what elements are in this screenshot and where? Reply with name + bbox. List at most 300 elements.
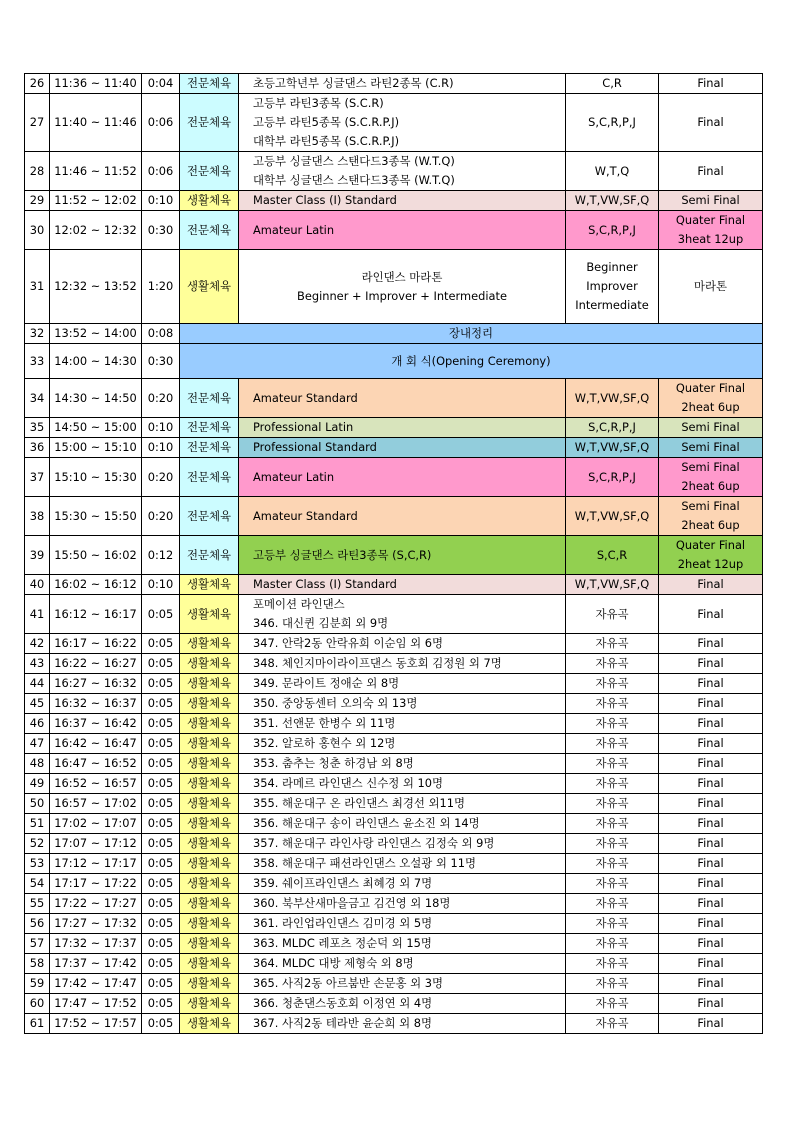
round-line: Final <box>697 676 724 690</box>
dance-line: S,C,R,P,J <box>588 222 636 237</box>
schedule-row <box>25 418 763 438</box>
event-description <box>239 954 566 974</box>
event-line: 고등부 라틴3종목 (S.C.R) <box>253 96 384 110</box>
schedule-table <box>24 73 763 1034</box>
time-range: 17:17 ~ 17:22 <box>50 874 142 894</box>
round-line: Final <box>697 696 724 710</box>
event-description <box>239 379 566 418</box>
schedule-row <box>25 74 763 94</box>
dance-line: 자유곡 <box>595 656 629 670</box>
round-info <box>659 914 763 934</box>
dance-list <box>566 814 659 834</box>
round-line: 2heat 12up <box>677 557 744 571</box>
round-line: Quater Final <box>675 213 746 227</box>
round-info <box>659 654 763 674</box>
round-line: Final <box>697 996 724 1010</box>
round-info <box>659 734 763 754</box>
row-number: 30 <box>25 211 50 250</box>
event-description <box>239 1014 566 1034</box>
schedule-row <box>25 634 763 654</box>
row-number: 45 <box>25 694 50 714</box>
duration: 0:05 <box>142 814 180 834</box>
event-line: 365. 사직2동 아르붐반 손문홍 외 3명 <box>253 976 444 990</box>
category-badge: 생활체육 <box>180 575 239 595</box>
time-range: 13:52 ~ 14:00 <box>50 324 142 344</box>
time-range: 16:57 ~ 17:02 <box>50 794 142 814</box>
schedule-body <box>25 74 763 1034</box>
duration: 0:10 <box>142 438 180 458</box>
time-range: 14:30 ~ 14:50 <box>50 379 142 418</box>
schedule-row <box>25 974 763 994</box>
round-info <box>659 754 763 774</box>
event-line: 350. 중앙동센터 오의숙 외 13명 <box>253 696 418 710</box>
dance-line: 자유곡 <box>595 696 629 710</box>
round-info <box>659 379 763 418</box>
event-description <box>239 94 566 152</box>
dance-list <box>566 774 659 794</box>
category-badge: 생활체육 <box>180 974 239 994</box>
round-info <box>659 814 763 834</box>
dance-list <box>566 458 659 497</box>
dance-list <box>566 854 659 874</box>
dance-line: 자유곡 <box>595 1016 629 1030</box>
duration: 0:08 <box>142 324 180 344</box>
round-line: Semi Final <box>681 460 740 474</box>
schedule-row <box>25 934 763 954</box>
category-badge: 생활체육 <box>180 734 239 754</box>
dance-line: 자유곡 <box>595 976 629 990</box>
dance-list <box>566 754 659 774</box>
row-number: 27 <box>25 94 50 152</box>
dance-list <box>566 74 659 94</box>
round-info <box>659 974 763 994</box>
dance-line: 자유곡 <box>595 756 629 770</box>
row-number: 26 <box>25 74 50 94</box>
round-line: 2heat 6up <box>681 518 740 532</box>
row-number: 31 <box>25 250 50 324</box>
time-range: 16:12 ~ 16:17 <box>50 595 142 634</box>
event-description <box>239 211 566 250</box>
row-number: 51 <box>25 814 50 834</box>
category-badge: 전문체육 <box>180 497 239 536</box>
event-description <box>239 674 566 694</box>
dance-list <box>566 418 659 438</box>
round-line: Final <box>697 756 724 770</box>
event-line: 363. MLDC 레포츠 정순덕 외 15명 <box>253 936 432 950</box>
time-range: 12:02 ~ 12:32 <box>50 211 142 250</box>
event-description <box>239 734 566 754</box>
event-description <box>239 874 566 894</box>
duration: 0:10 <box>142 418 180 438</box>
duration: 0:05 <box>142 734 180 754</box>
event-description <box>239 191 566 211</box>
row-number: 39 <box>25 536 50 575</box>
row-number: 38 <box>25 497 50 536</box>
event-description <box>239 754 566 774</box>
row-number: 41 <box>25 595 50 634</box>
round-line: Final <box>697 796 724 810</box>
row-number: 32 <box>25 324 50 344</box>
round-info <box>659 694 763 714</box>
dance-line: 자유곡 <box>595 876 629 890</box>
row-number: 34 <box>25 379 50 418</box>
dance-list <box>566 954 659 974</box>
duration: 0:10 <box>142 191 180 211</box>
category-badge: 생활체육 <box>180 1014 239 1034</box>
schedule-row <box>25 894 763 914</box>
dance-line: 자유곡 <box>595 636 629 650</box>
event-line: Amateur Latin <box>253 469 335 484</box>
row-number: 55 <box>25 894 50 914</box>
duration: 0:20 <box>142 458 180 497</box>
time-range: 15:30 ~ 15:50 <box>50 497 142 536</box>
duration: 0:10 <box>142 575 180 595</box>
section-banner: 개 회 식(Opening Ceremony) <box>180 344 763 379</box>
event-line: 357. 해운대구 라인사랑 라인댄스 김정숙 외 9명 <box>253 836 495 850</box>
row-number: 28 <box>25 152 50 191</box>
round-line: Final <box>697 876 724 890</box>
category-badge: 생활체육 <box>180 794 239 814</box>
time-range: 17:47 ~ 17:52 <box>50 994 142 1014</box>
dance-list <box>566 734 659 754</box>
dance-list <box>566 874 659 894</box>
dance-line: 자유곡 <box>595 856 629 870</box>
category-badge: 생활체육 <box>180 774 239 794</box>
round-line: Final <box>697 856 724 870</box>
event-description <box>239 595 566 634</box>
duration: 0:05 <box>142 714 180 734</box>
event-line: Beginner + Improver + Intermediate <box>297 288 507 303</box>
event-description <box>239 914 566 934</box>
schedule-row <box>25 94 763 152</box>
round-line: 2heat 6up <box>681 479 740 493</box>
time-range: 11:40 ~ 11:46 <box>50 94 142 152</box>
time-range: 14:50 ~ 15:00 <box>50 418 142 438</box>
duration: 0:05 <box>142 774 180 794</box>
schedule-row <box>25 536 763 575</box>
time-range: 17:12 ~ 17:17 <box>50 854 142 874</box>
schedule-row <box>25 595 763 634</box>
schedule-row <box>25 458 763 497</box>
category-badge: 생활체육 <box>180 814 239 834</box>
time-range: 17:02 ~ 17:07 <box>50 814 142 834</box>
dance-line: Improver <box>586 279 638 293</box>
event-description <box>239 575 566 595</box>
schedule-row <box>25 954 763 974</box>
section-banner: 장내정리 <box>180 324 763 344</box>
round-line: Quater Final <box>675 381 746 395</box>
dance-line: 자유곡 <box>595 736 629 750</box>
category-badge: 생활체육 <box>180 754 239 774</box>
time-range: 11:36 ~ 11:40 <box>50 74 142 94</box>
category-badge: 생활체육 <box>180 914 239 934</box>
row-number: 35 <box>25 418 50 438</box>
category-badge: 생활체육 <box>180 874 239 894</box>
category-badge: 생활체육 <box>180 834 239 854</box>
category-badge: 생활체육 <box>180 250 239 324</box>
round-line: Final <box>697 836 724 850</box>
dance-list <box>566 694 659 714</box>
event-description <box>239 794 566 814</box>
dance-list <box>566 654 659 674</box>
schedule-row <box>25 774 763 794</box>
schedule-row <box>25 379 763 418</box>
round-info <box>659 250 763 324</box>
dance-list <box>566 1014 659 1034</box>
duration: 0:05 <box>142 1014 180 1034</box>
category-badge: 전문체육 <box>180 74 239 94</box>
round-info <box>659 536 763 575</box>
category-badge: 생활체육 <box>180 894 239 914</box>
row-number: 49 <box>25 774 50 794</box>
round-line: Final <box>697 577 724 591</box>
schedule-row <box>25 834 763 854</box>
row-number: 57 <box>25 934 50 954</box>
round-info <box>659 94 763 152</box>
time-range: 14:00 ~ 14:30 <box>50 344 142 379</box>
schedule-row <box>25 344 763 379</box>
time-range: 17:32 ~ 17:37 <box>50 934 142 954</box>
round-info <box>659 595 763 634</box>
duration: 0:20 <box>142 497 180 536</box>
round-line: 2heat 6up <box>681 400 740 414</box>
dance-list <box>566 634 659 654</box>
round-line: Final <box>697 936 724 950</box>
duration: 0:05 <box>142 894 180 914</box>
schedule-row <box>25 654 763 674</box>
round-line: Final <box>697 776 724 790</box>
row-number: 52 <box>25 834 50 854</box>
time-range: 11:52 ~ 12:02 <box>50 191 142 211</box>
event-line: 367. 사직2동 테라반 윤순희 외 8명 <box>253 1016 432 1030</box>
event-line: Professional Latin <box>253 420 354 434</box>
dance-line: 자유곡 <box>595 916 629 930</box>
dance-list <box>566 191 659 211</box>
event-description <box>239 894 566 914</box>
row-number: 37 <box>25 458 50 497</box>
round-info <box>659 674 763 694</box>
event-description <box>239 250 566 324</box>
time-range: 16:42 ~ 16:47 <box>50 734 142 754</box>
row-number: 50 <box>25 794 50 814</box>
time-range: 15:00 ~ 15:10 <box>50 438 142 458</box>
event-line: 364. MLDC 대방 제형숙 외 8명 <box>253 956 414 970</box>
event-description <box>239 654 566 674</box>
schedule-row <box>25 1014 763 1034</box>
round-line: Final <box>697 163 724 178</box>
event-line: 고등부 싱글댄스 스탠다드3종목 (W.T.Q) <box>253 154 455 168</box>
event-description <box>239 152 566 191</box>
event-description <box>239 438 566 458</box>
round-info <box>659 874 763 894</box>
dance-line: 자유곡 <box>595 606 629 621</box>
round-line: Final <box>697 636 724 650</box>
schedule-row <box>25 734 763 754</box>
time-range: 16:37 ~ 16:42 <box>50 714 142 734</box>
event-description <box>239 994 566 1014</box>
category-badge: 생활체육 <box>180 854 239 874</box>
duration: 0:04 <box>142 74 180 94</box>
dance-list <box>566 974 659 994</box>
row-number: 44 <box>25 674 50 694</box>
time-range: 16:32 ~ 16:37 <box>50 694 142 714</box>
event-line: 고등부 싱글댄스 라틴3종목 (S,C,R) <box>253 547 432 562</box>
round-line: Final <box>697 656 724 670</box>
round-info <box>659 854 763 874</box>
category-badge: 생활체육 <box>180 934 239 954</box>
event-line: Professional Standard <box>253 440 377 454</box>
row-number: 47 <box>25 734 50 754</box>
event-line: 356. 해운대구 송이 라인댄스 윤소진 외 14명 <box>253 816 480 830</box>
row-number: 60 <box>25 994 50 1014</box>
round-info <box>659 954 763 974</box>
event-line: 포메이션 라인댄스 <box>253 597 345 611</box>
round-info <box>659 211 763 250</box>
dance-list <box>566 934 659 954</box>
category-badge: 전문체육 <box>180 94 239 152</box>
dance-line: S,C,R,P,J <box>588 115 636 129</box>
schedule-row <box>25 994 763 1014</box>
dance-list <box>566 211 659 250</box>
event-line: 대학부 라틴5종목 (S.C.R.P.J) <box>253 134 400 148</box>
category-badge: 전문체육 <box>180 152 239 191</box>
dance-line: S,C,R,P,J <box>588 420 636 434</box>
time-range: 15:10 ~ 15:30 <box>50 458 142 497</box>
duration: 0:05 <box>142 994 180 1014</box>
round-info <box>659 438 763 458</box>
dance-list <box>566 497 659 536</box>
dance-line: W,T,VW,SF,Q <box>574 508 650 523</box>
round-line: Final <box>697 916 724 930</box>
row-number: 48 <box>25 754 50 774</box>
round-line: Final <box>697 976 724 990</box>
row-number: 29 <box>25 191 50 211</box>
schedule-row <box>25 211 763 250</box>
event-line: 359. 쉐이프라인댄스 최혜경 외 7명 <box>253 876 433 890</box>
dance-line: W,T,VW,SF,Q <box>574 440 650 454</box>
duration: 0:05 <box>142 674 180 694</box>
dance-line: W,T,VW,SF,Q <box>574 193 650 207</box>
duration: 0:05 <box>142 754 180 774</box>
dance-line: 자유곡 <box>595 956 629 970</box>
round-info <box>659 934 763 954</box>
round-info <box>659 794 763 814</box>
category-badge: 전문체육 <box>180 536 239 575</box>
event-line: 366. 청춘댄스동호회 이정연 외 4명 <box>253 996 433 1010</box>
duration: 0:20 <box>142 379 180 418</box>
duration: 0:05 <box>142 914 180 934</box>
event-line: 353. 춤추는 청춘 하경남 외 8명 <box>253 756 414 770</box>
schedule-row <box>25 914 763 934</box>
event-line: Master Class (Ⅰ) Standard <box>253 193 397 207</box>
row-number: 46 <box>25 714 50 734</box>
duration: 0:05 <box>142 834 180 854</box>
event-line: 347. 안락2동 안락유희 이순임 외 6명 <box>253 636 444 650</box>
event-line: 360. 북부산새마을금고 김건영 외 18명 <box>253 896 451 910</box>
event-line: 라인댄스 마라톤 <box>361 269 443 284</box>
row-number: 54 <box>25 874 50 894</box>
duration: 0:12 <box>142 536 180 575</box>
category-badge: 생활체육 <box>180 994 239 1014</box>
dance-list <box>566 94 659 152</box>
schedule-row <box>25 754 763 774</box>
dance-line: 자유곡 <box>595 776 629 790</box>
schedule-row <box>25 191 763 211</box>
duration: 0:05 <box>142 854 180 874</box>
event-line: 354. 라메르 라인댄스 신수정 외 10명 <box>253 776 444 790</box>
event-description <box>239 458 566 497</box>
event-description <box>239 834 566 854</box>
row-number: 42 <box>25 634 50 654</box>
time-range: 17:37 ~ 17:42 <box>50 954 142 974</box>
schedule-row <box>25 814 763 834</box>
event-description <box>239 934 566 954</box>
row-number: 53 <box>25 854 50 874</box>
dance-line: 자유곡 <box>595 896 629 910</box>
round-line: 3heat 12up <box>677 232 744 246</box>
round-line: 마라톤 <box>693 279 727 293</box>
dance-list <box>566 674 659 694</box>
round-line: Final <box>697 736 724 750</box>
dance-list <box>566 595 659 634</box>
event-description <box>239 497 566 536</box>
round-info <box>659 834 763 854</box>
schedule-row <box>25 694 763 714</box>
time-range: 11:46 ~ 11:52 <box>50 152 142 191</box>
schedule-row <box>25 714 763 734</box>
time-range: 16:02 ~ 16:12 <box>50 575 142 595</box>
dance-list <box>566 714 659 734</box>
dance-line: 자유곡 <box>595 816 629 830</box>
dance-line: W,T,VW,SF,Q <box>574 390 650 405</box>
round-line: Semi Final <box>681 499 740 513</box>
round-line: Semi Final <box>681 440 740 454</box>
duration: 0:05 <box>142 634 180 654</box>
duration: 0:30 <box>142 344 180 379</box>
event-description <box>239 536 566 575</box>
event-description <box>239 74 566 94</box>
round-info <box>659 634 763 654</box>
dance-line: W,T,VW,SF,Q <box>574 577 650 591</box>
category-badge: 생활체육 <box>180 595 239 634</box>
round-info <box>659 152 763 191</box>
event-line: 346. 대신퀸 김분희 외 9명 <box>253 616 389 630</box>
category-badge: 전문체육 <box>180 438 239 458</box>
round-info <box>659 418 763 438</box>
dance-line: 자유곡 <box>595 996 629 1010</box>
category-badge: 생활체육 <box>180 654 239 674</box>
dance-line: 자유곡 <box>595 676 629 690</box>
row-number: 59 <box>25 974 50 994</box>
dance-line: 자유곡 <box>595 796 629 810</box>
time-range: 16:22 ~ 16:27 <box>50 654 142 674</box>
schedule-row <box>25 497 763 536</box>
dance-line: C,R <box>602 76 622 90</box>
row-number: 56 <box>25 914 50 934</box>
category-badge: 전문체육 <box>180 379 239 418</box>
time-range: 12:32 ~ 13:52 <box>50 250 142 324</box>
dance-list <box>566 794 659 814</box>
dance-line: 자유곡 <box>595 836 629 850</box>
event-description <box>239 634 566 654</box>
duration: 0:05 <box>142 974 180 994</box>
duration: 0:05 <box>142 794 180 814</box>
duration: 0:05 <box>142 694 180 714</box>
round-line: Quater Final <box>675 538 746 552</box>
event-line: Amateur Standard <box>253 508 358 523</box>
time-range: 16:27 ~ 16:32 <box>50 674 142 694</box>
event-description <box>239 714 566 734</box>
